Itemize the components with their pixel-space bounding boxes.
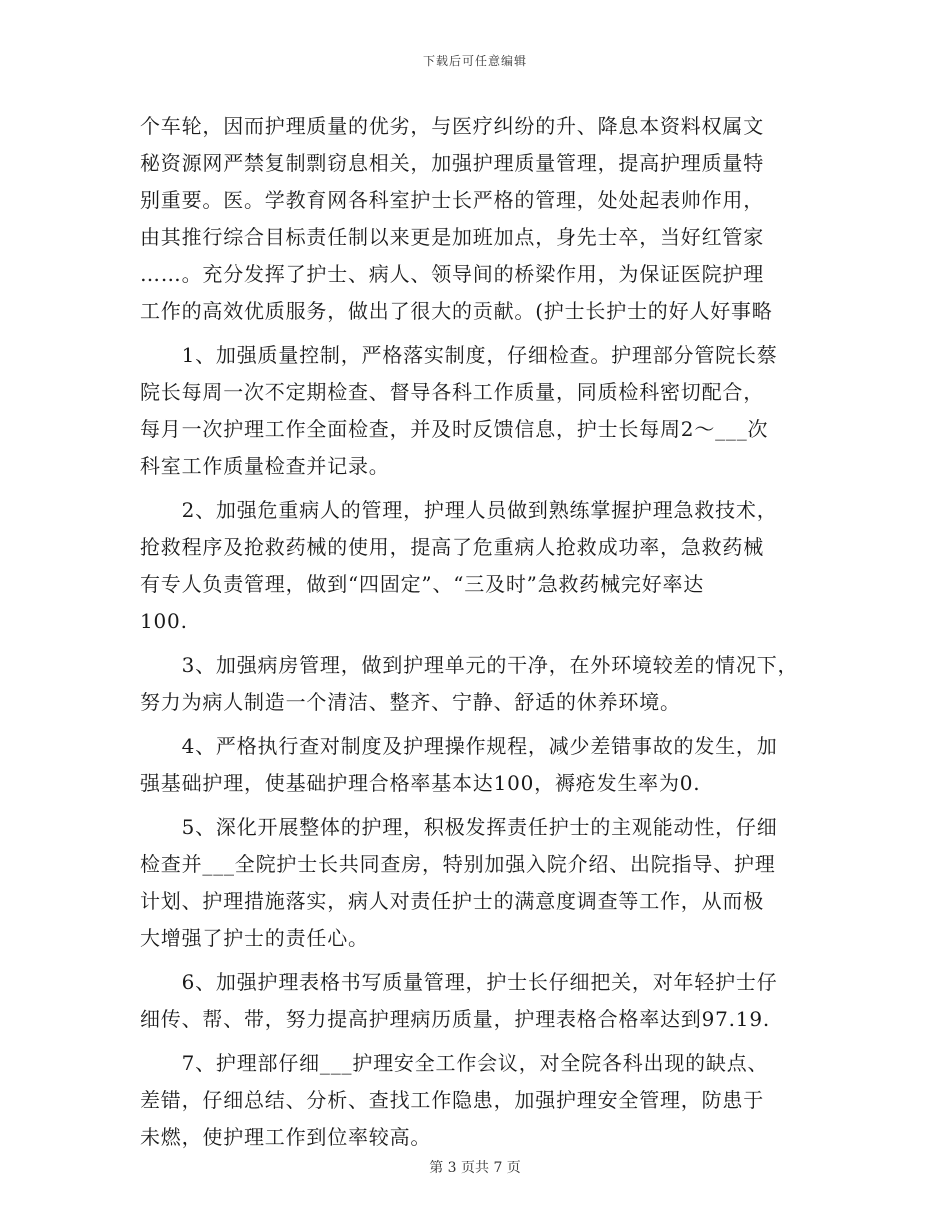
text-line: 计划、护理措施落实，病人对责任护士的满意度调查等工作，从而极 [140,889,764,913]
text-line: 大增强了护士的责任心。 [140,926,369,950]
text-line: 细传、帮、带，努力提高护理病历质量，护理表格合格率达到97.19. [140,1007,771,1031]
text-line: ……。充分发挥了护士、病人、领导间的桥梁作用，为保证医院护理 [140,262,764,286]
text-line: 个车轮，因而护理质量的优劣，与医疗纠纷的升、降息本资料权属文 [140,114,764,138]
text-line: 秘资源网严禁复制剽窃息相关，加强护理质量管理，提高护理质量特 [140,151,764,175]
document-body [140,108,830,1156]
text-line: 1、加强质量控制，严格落实制度，仔细检查。护理部分管院长蔡 [140,343,778,367]
text-line: 由其推行综合目标责任制以来更是加班加点，身先士卒，当好红管家 [140,225,764,249]
text-line: 别重要。医。学教育网各科室护士长严格的管理，处处起表帅作用， [140,188,764,212]
text-line: 2、加强危重病人的管理，护理人员做到熟练掌握护理急救技术， [140,498,778,522]
text-line: 5、深化开展整体的护理，积极发挥责任护士的主观能动性，仔细 [140,815,778,839]
text-line: 6、加强护理表格书写质量管理，护士长仔细把关，对年轻护士仔 [140,970,778,994]
text-line: 工作的高效优质服务，做出了很大的贡献。(护士长护士的好人好事略 [140,299,773,323]
text-line: 每月一次护理工作全面检查，并及时反馈信息，护士长每周2～___次 [140,417,769,441]
text-line: 未燃，使护理工作到位率较高。 [140,1125,432,1149]
text-line: 努力为病人制造一个清洁、整齐、宁静、舒适的休养环境。 [140,690,681,714]
page-header: 下载后可任意编辑 [422,54,527,68]
text-line: 强基础护理，使基础护理合格率基本达100，褥疮发生率为0. [140,771,701,795]
text-line: 检查并___全院护士长共同查房，特别加强入院介绍、出院指导、护理 [140,852,776,876]
text-line: 3、加强病房管理，做到护理单元的干净，在外环境较差的情况下， [140,653,799,677]
text-line: 院长每周一次不定期检查、督导各科工作质量，同质检科密切配合， [140,380,764,404]
text-line: 4、严格执行查对制度及护理操作规程，减少差错事故的发生，加 [140,734,778,758]
text-line: 抢救程序及抢救药械的使用，提高了危重病人抢救成功率，急救药械 [140,535,764,559]
text-line: 100. [140,609,188,633]
text-line: 差错，仔细总结、分析、查找工作隐患，加强护理安全管理，防患于 [140,1088,764,1112]
page-footer: 第 3 页共 7 页 [429,1160,521,1176]
text-line: 有专人负责管理，做到“四固定”、“三及时”急救药械完好率达 [140,572,705,596]
text-line: 7、护理部仔细___护理安全工作会议，对全院各科出现的缺点、 [140,1051,769,1075]
text-line: 科室工作质量检查并记录。 [140,454,390,478]
